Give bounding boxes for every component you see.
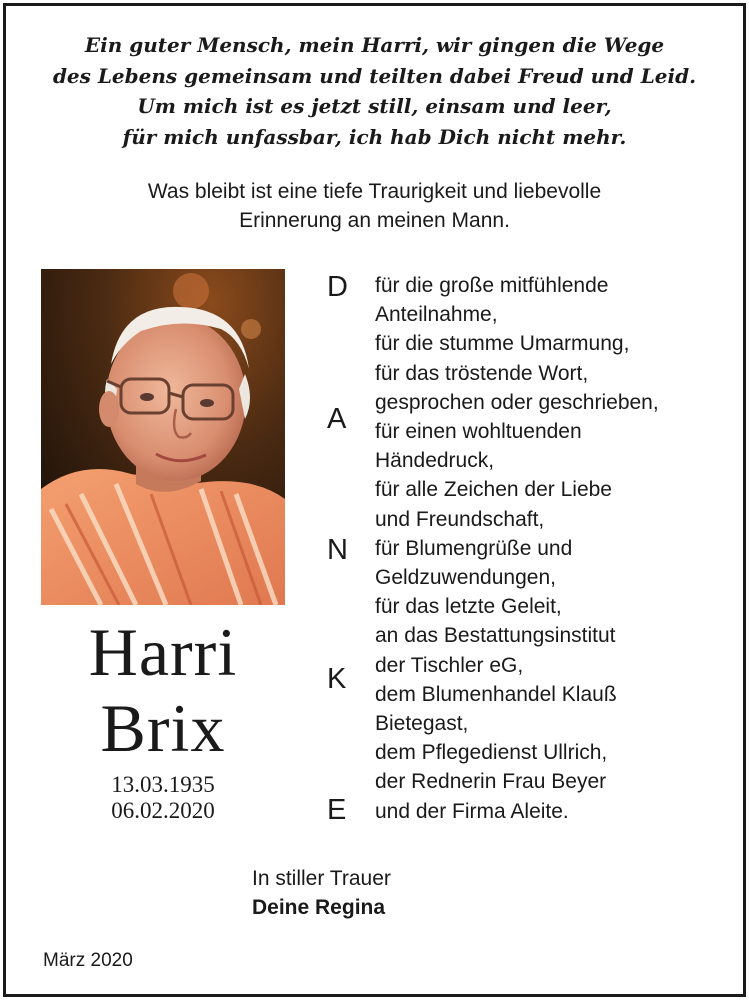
thanks-line: Händedruck, [375, 449, 495, 473]
intro-line: Erinnerung an meinen Mann. [239, 209, 510, 232]
poem [0, 30, 749, 152]
thanks-line: dem Blumenhandel Klauß [375, 682, 617, 706]
thanks-line: und der Firma Aleite. [375, 799, 569, 823]
thanks-line: für Blumengrüße und [375, 536, 573, 560]
deceased-last-name: Brix [100, 690, 226, 766]
birth-date: 13.03.1935 [111, 772, 215, 797]
thanks-line: gesprochen oder geschrieben, [375, 390, 659, 414]
thanks-line: an das Bestattungsinstitut [375, 624, 616, 648]
thanks-line: der Rednerin Frau Beyer [375, 770, 607, 794]
thanks-line: für das tröstende Wort, [375, 361, 589, 385]
thanks-line: für die stumme Umarmung, [375, 332, 630, 356]
poem-line: des Lebens gemeinsam und teilten dabei Freud und Leid. [52, 63, 697, 88]
danke-letter-n: N [327, 534, 348, 566]
danke-letter-e: E [327, 794, 347, 826]
thanks-line: Anteilnahme, [375, 303, 498, 327]
thanks-line: der Tischler eG, [375, 653, 524, 677]
thanks-line: und Freundschaft, [375, 507, 545, 531]
thanks-line: dem Pflegedienst Ullrich, [375, 741, 608, 765]
portrait-photo [41, 269, 285, 605]
danke-letter-a: A [327, 403, 347, 435]
thanks-line: für die große mitfühlende [375, 274, 609, 297]
thanks-text [375, 271, 659, 826]
poem-line: Um mich ist es jetzt still, einsam und leer, [137, 94, 612, 118]
thanks-line: Bietegast, [375, 712, 469, 736]
thanks-line: für alle Zeichen der Liebe [375, 478, 612, 502]
publication-month: März 2020 [43, 950, 133, 971]
intro-text [0, 177, 749, 235]
danke-letter-k: K [327, 663, 347, 695]
signer-name: Deine Regina [252, 896, 386, 919]
closing-phrase: In stiller Trauer [252, 867, 391, 890]
poem-line: Ein guter Mensch, mein Harri, wir gingen die Wege [84, 33, 665, 57]
thanks-line: für einen wohltuenden [375, 420, 582, 444]
thanks-line: Geldzuwendungen, [375, 566, 556, 590]
poem-line: für mich unfassbar, ich hab Dich nicht mehr. [122, 124, 627, 149]
death-date: 06.02.2020 [111, 798, 215, 823]
danke-letter-d: D [327, 271, 348, 303]
thanks-line: für das letzte Geleit, [375, 595, 562, 619]
intro-line: Was bleibt ist eine tiefe Traurigkeit und liebevolle [147, 180, 602, 203]
closing-block [252, 864, 391, 922]
deceased-first-name: Harri [88, 614, 238, 690]
